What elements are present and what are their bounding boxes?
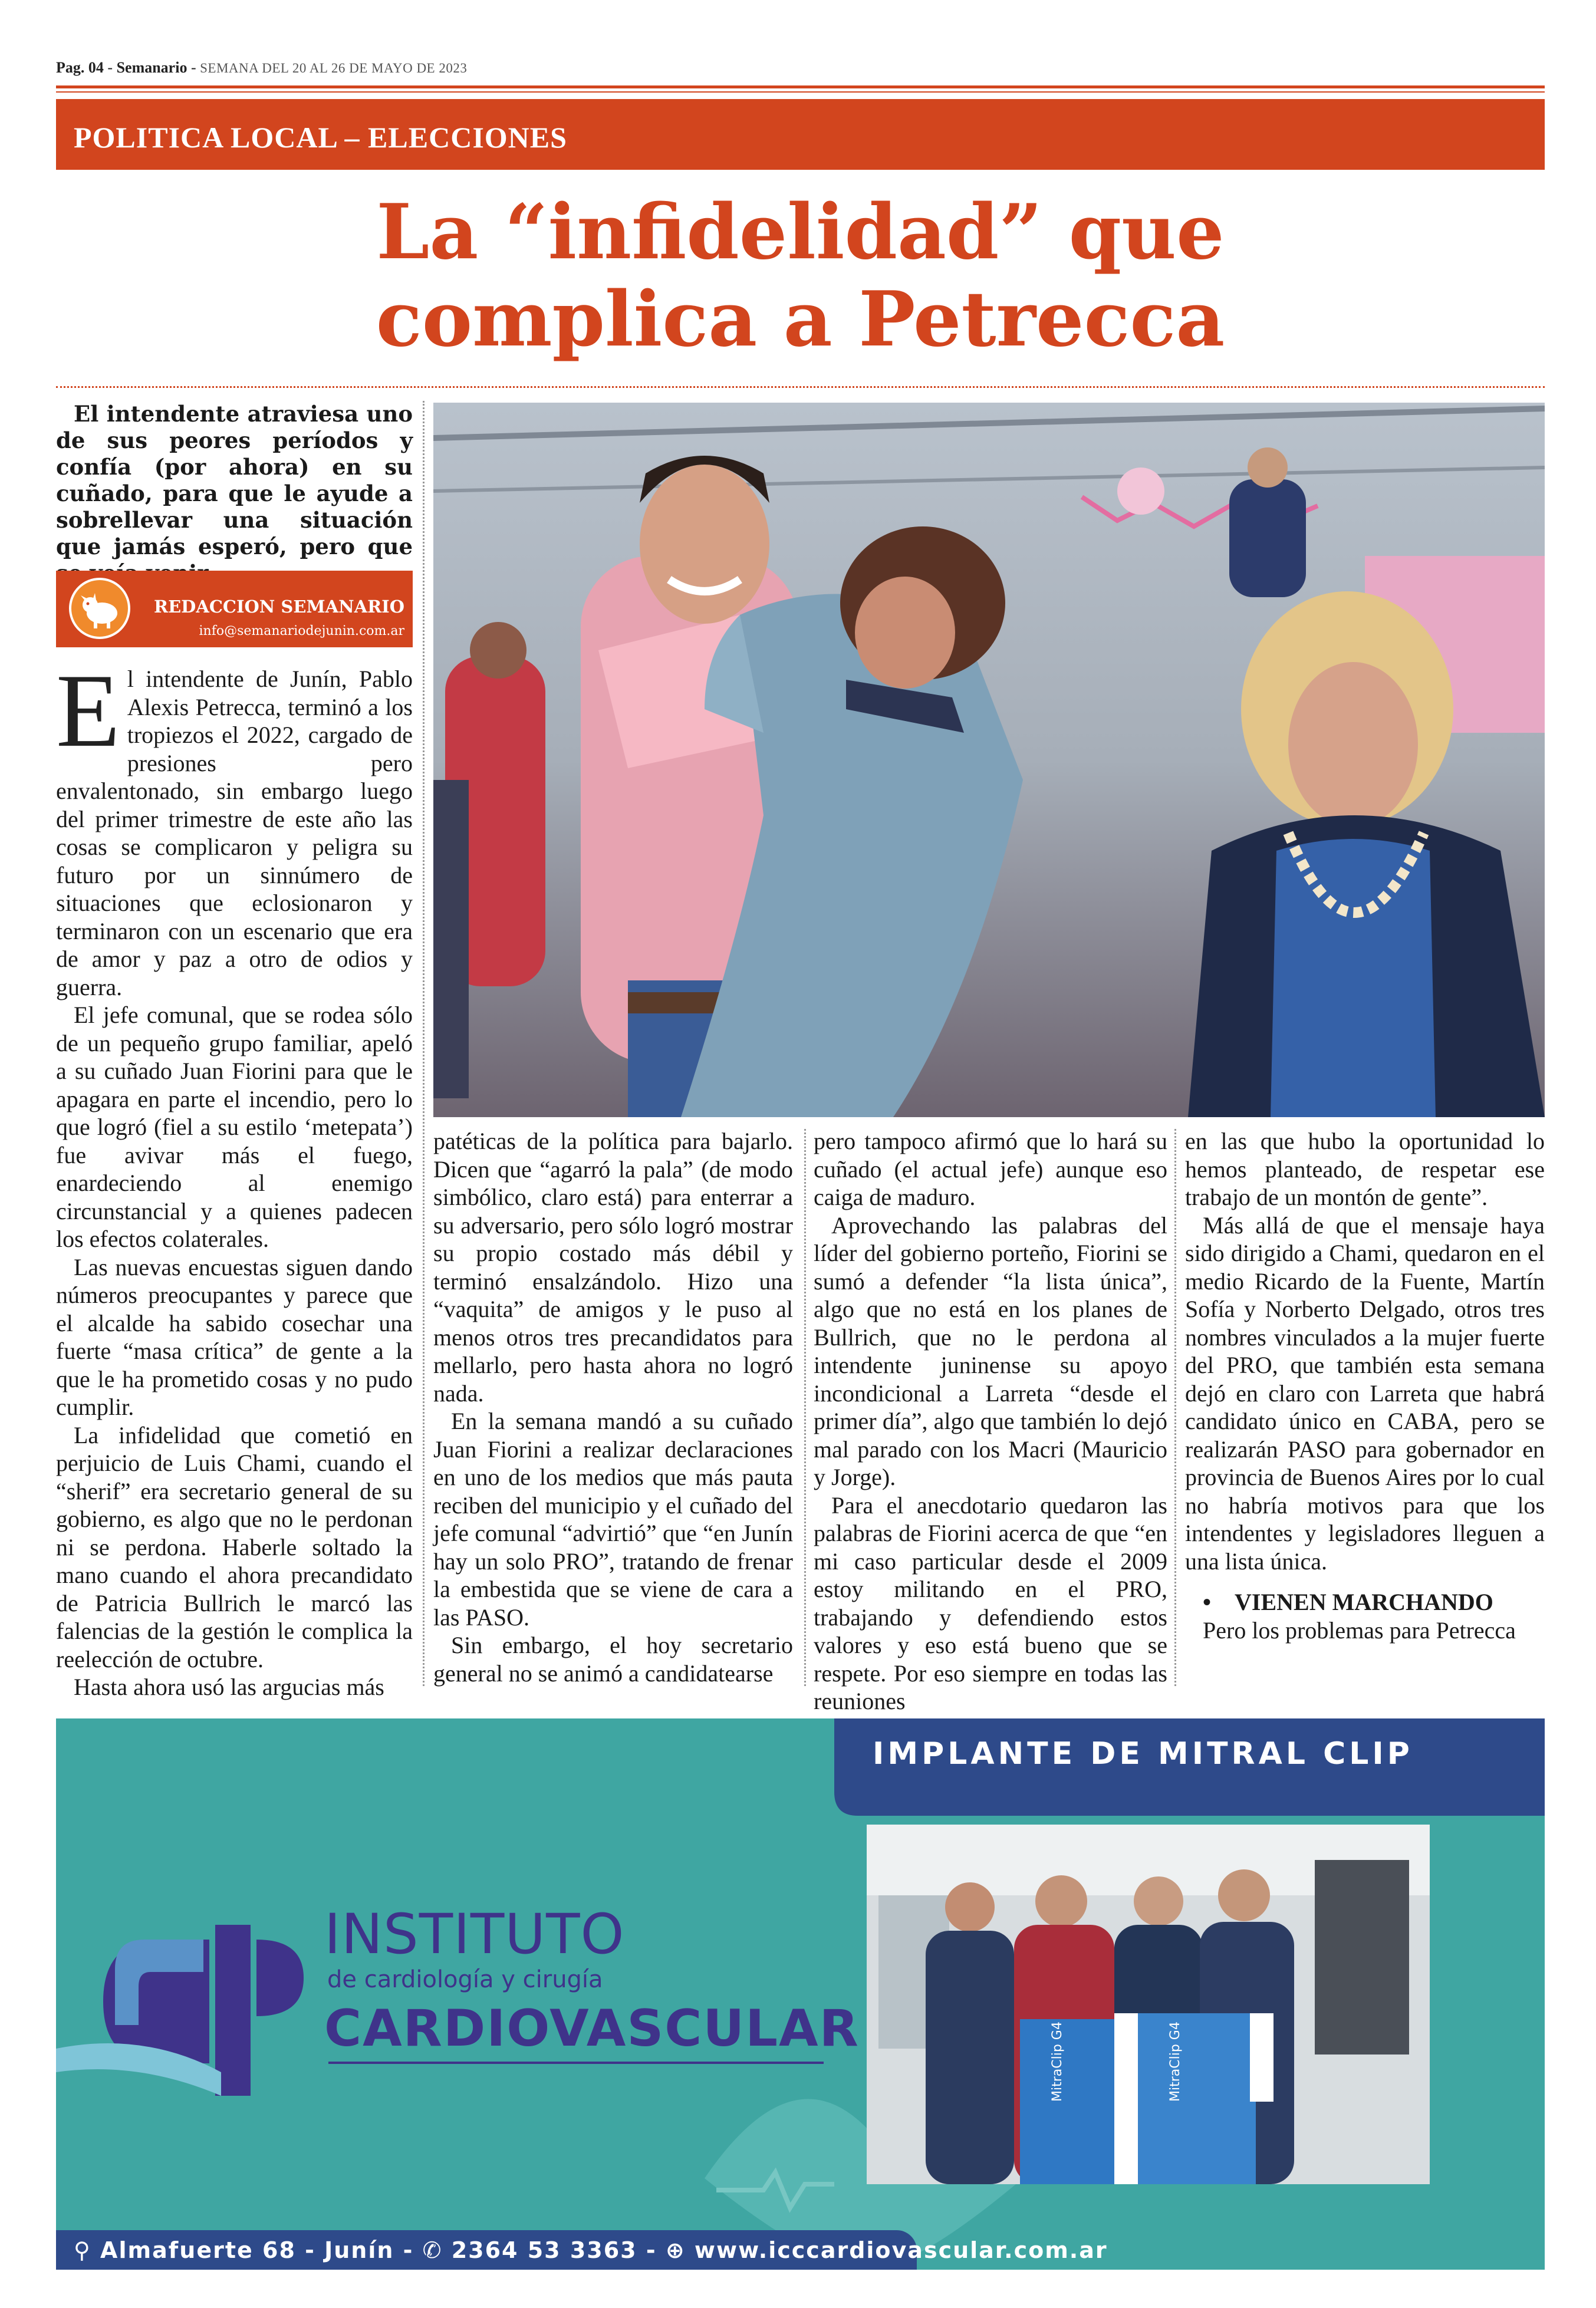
article-column-3	[814, 1127, 1167, 1716]
article-column-4	[1185, 1127, 1545, 1644]
publication-name: Semanario	[116, 59, 187, 76]
column-divider	[804, 1129, 806, 1686]
drop-cap: E	[56, 652, 120, 769]
ad-brand-line-3: CARDIOVASCULAR	[324, 1999, 860, 2058]
article-paragraph: En la semana mandó a su cuñado Juan Fiorini a realizar declaraciones en uno de los medios que más pauta reciben del municipio y el cuñado del jefe comunal “advirtió” que “en Junín hay un solo PRO”, tratando de frenar la embestida que se viene de cara a las PASO.	[433, 1408, 793, 1631]
bullet: •	[1203, 1589, 1212, 1615]
article-paragraph: Pero los problemas para Petrecca	[1203, 1616, 1516, 1644]
article-paragraph: El intendente de Junín, Pablo Alexis Petrecca, terminó a los tropiezos el 2022, cargado de presiones pero envalentonado, sin embargo luego del primer trimestre de este año las cosas se complicaron y peligra su futuro por un sinnúmero de situaciones que eclosionaron y terminaron con un escenario que era de amor y paz a otro de odios y guerra.	[56, 652, 413, 1000]
article-paragraph: Aprovechando las palabras del líder del gobierno porteño, Fiorini se sumó a defender “la lista única”, algo que no está en los planes de Bullrich, que no le perdona al intendente juninense su apoyo incondicional a Larreta “desde el primer día”, algo que también lo dejó mal parado con los Macri (Mauricio y Jorge).	[814, 1211, 1167, 1490]
semanario-logo-icon	[69, 578, 130, 639]
header-rule	[56, 85, 1545, 88]
article-paragraph: en las que hubo la oportunidad lo hemos planteado, de respetar ese trabajo de un montón de gente”.	[1185, 1128, 1545, 1210]
headline-line-1: La “infidelidad” que	[376, 188, 1225, 276]
column-divider	[1174, 1129, 1176, 1686]
ad-brand-line-2: de cardiología y cirugía	[327, 1966, 603, 1993]
ad-brand-underline	[328, 2062, 824, 2064]
byline-name: REDACCION SEMANARIO	[153, 597, 404, 617]
byline-box	[56, 571, 413, 647]
page-number: Pag. 04	[56, 59, 104, 76]
ad-tab-title: IMPLANTE DE MITRAL CLIP	[873, 1736, 1413, 1772]
article-paragraph: El jefe comunal, que se rodea sólo de un pequeño grupo familiar, apeló a su cuñado Juan Fiorini para que le apagara en parte el incendio, pero lo que logró (fiel a su estilo ‘metepata’) fue avivar más el fuego, enardeciendo al enemigo circunstancial y a quienes padecen los efectos colaterales.	[56, 1002, 413, 1252]
ad-footer-contact: ⚲ Almafuerte 68 - Junín - ✆ 2364 53 3363 - ⊕ www.icccardiovascular.com.ar	[74, 2237, 1108, 2263]
article-photo	[433, 403, 1545, 1117]
article-paragraph: Sin embargo, el hoy secretario general no se animó a candidatearse	[433, 1632, 793, 1687]
box-label: MitraClip G4	[1050, 2021, 1065, 2102]
section-bar	[56, 99, 1545, 170]
advertisement	[56, 1718, 1545, 2270]
article-column-1	[56, 652, 413, 1701]
subheading: • VIENEN MARCHANDO	[1203, 1589, 1493, 1615]
column-divider	[423, 401, 424, 1686]
page-header	[56, 59, 467, 77]
lead-paragraph: El intendente atraviesa uno de sus peores períodos y confía (por ahora) en su cuñado, para que le ayude a sobrellevar una situación que jamás esperó, pero que	[56, 401, 413, 559]
article-paragraph: Las nuevas encuestas siguen dando números preocupantes y parece que el alcalde ha sabido cosechar una fuerte “masa crítica” de gente a la que le ha prometido cosas y no pudo cumplir.	[56, 1253, 413, 1420]
issue-dates: SEMANA DEL 20 AL 26 DE MAYO DE 2023	[200, 61, 468, 75]
box-label: MitraClip G4	[1168, 2021, 1183, 2102]
header-rule-thin	[56, 91, 1545, 93]
byline-email: info@semanariodejunin.com.ar	[199, 624, 404, 638]
article-paragraph: patéticas de la política para bajarlo. Dicen que “agarró la pala” (de modo simbólico, claro está) para enterrar a su adversario, pero sólo logró mostrar su propio costado más débil y terminó ensalzándolo. Hizo una “vaquita” de amigos y le puso al menos otros tres precandidatos para mellarlo, pero hasta ahora no logró nada.	[433, 1128, 793, 1407]
article-column-2	[433, 1127, 793, 1687]
header-separator: -	[190, 59, 196, 76]
article-paragraph: La infidelidad que cometió en perjuicio de Luis Chami, cuando el “sherif” era secretario general de su gobierno, es algo que no le perdonan ni se perdona. Haberle soltado la mano cuando el ahora precandidato de Patricia Bullrich le marcó las falencias de la gestión le complica la reelección de octubre.	[56, 1421, 413, 1672]
headline-line-2: complica a Petrecca	[376, 275, 1225, 364]
article-paragraph: Para el anecdotario quedaron las palabras de Fiorini acerca de que “en mi caso particular desde el 2009 estoy militando en el PRO, trabajando y defendiendo estos valores y eso está bueno que se respete. Por eso siempre en todas las reuniones	[814, 1492, 1167, 1714]
ad-brand-line-1: INSTITUTO	[324, 1902, 625, 1967]
section-title: POLITICA LOCAL – ELECCIONES	[74, 121, 567, 154]
headline-divider	[56, 386, 1545, 388]
article-paragraph: pero tampoco afirmó que lo hará su cuñado (el actual jefe) aunque eso caiga de maduro.	[814, 1128, 1167, 1210]
article-paragraph: Hasta ahora usó las argucias más	[74, 1674, 384, 1700]
headline	[56, 189, 1545, 363]
header-separator: -	[107, 59, 113, 76]
article-paragraph: Más allá de que el mensaje haya sido dirigido a Chami, quedaron en el medio Ricardo de la Fuente, Martín Sofía y Norberto Delgado, otros tres nombres vinculados a la mujer fuerte del PRO, que también esta semana dejó en claro con Larreta que habrá candidato único en CABA, pero se realizarán PASO para gobernador en provincia de Buenos Aires por lo cual no habría motivos para que los intendentes y legisladores lleguen a una lista única.	[1185, 1211, 1545, 1575]
ad-photo	[867, 1825, 1430, 2184]
